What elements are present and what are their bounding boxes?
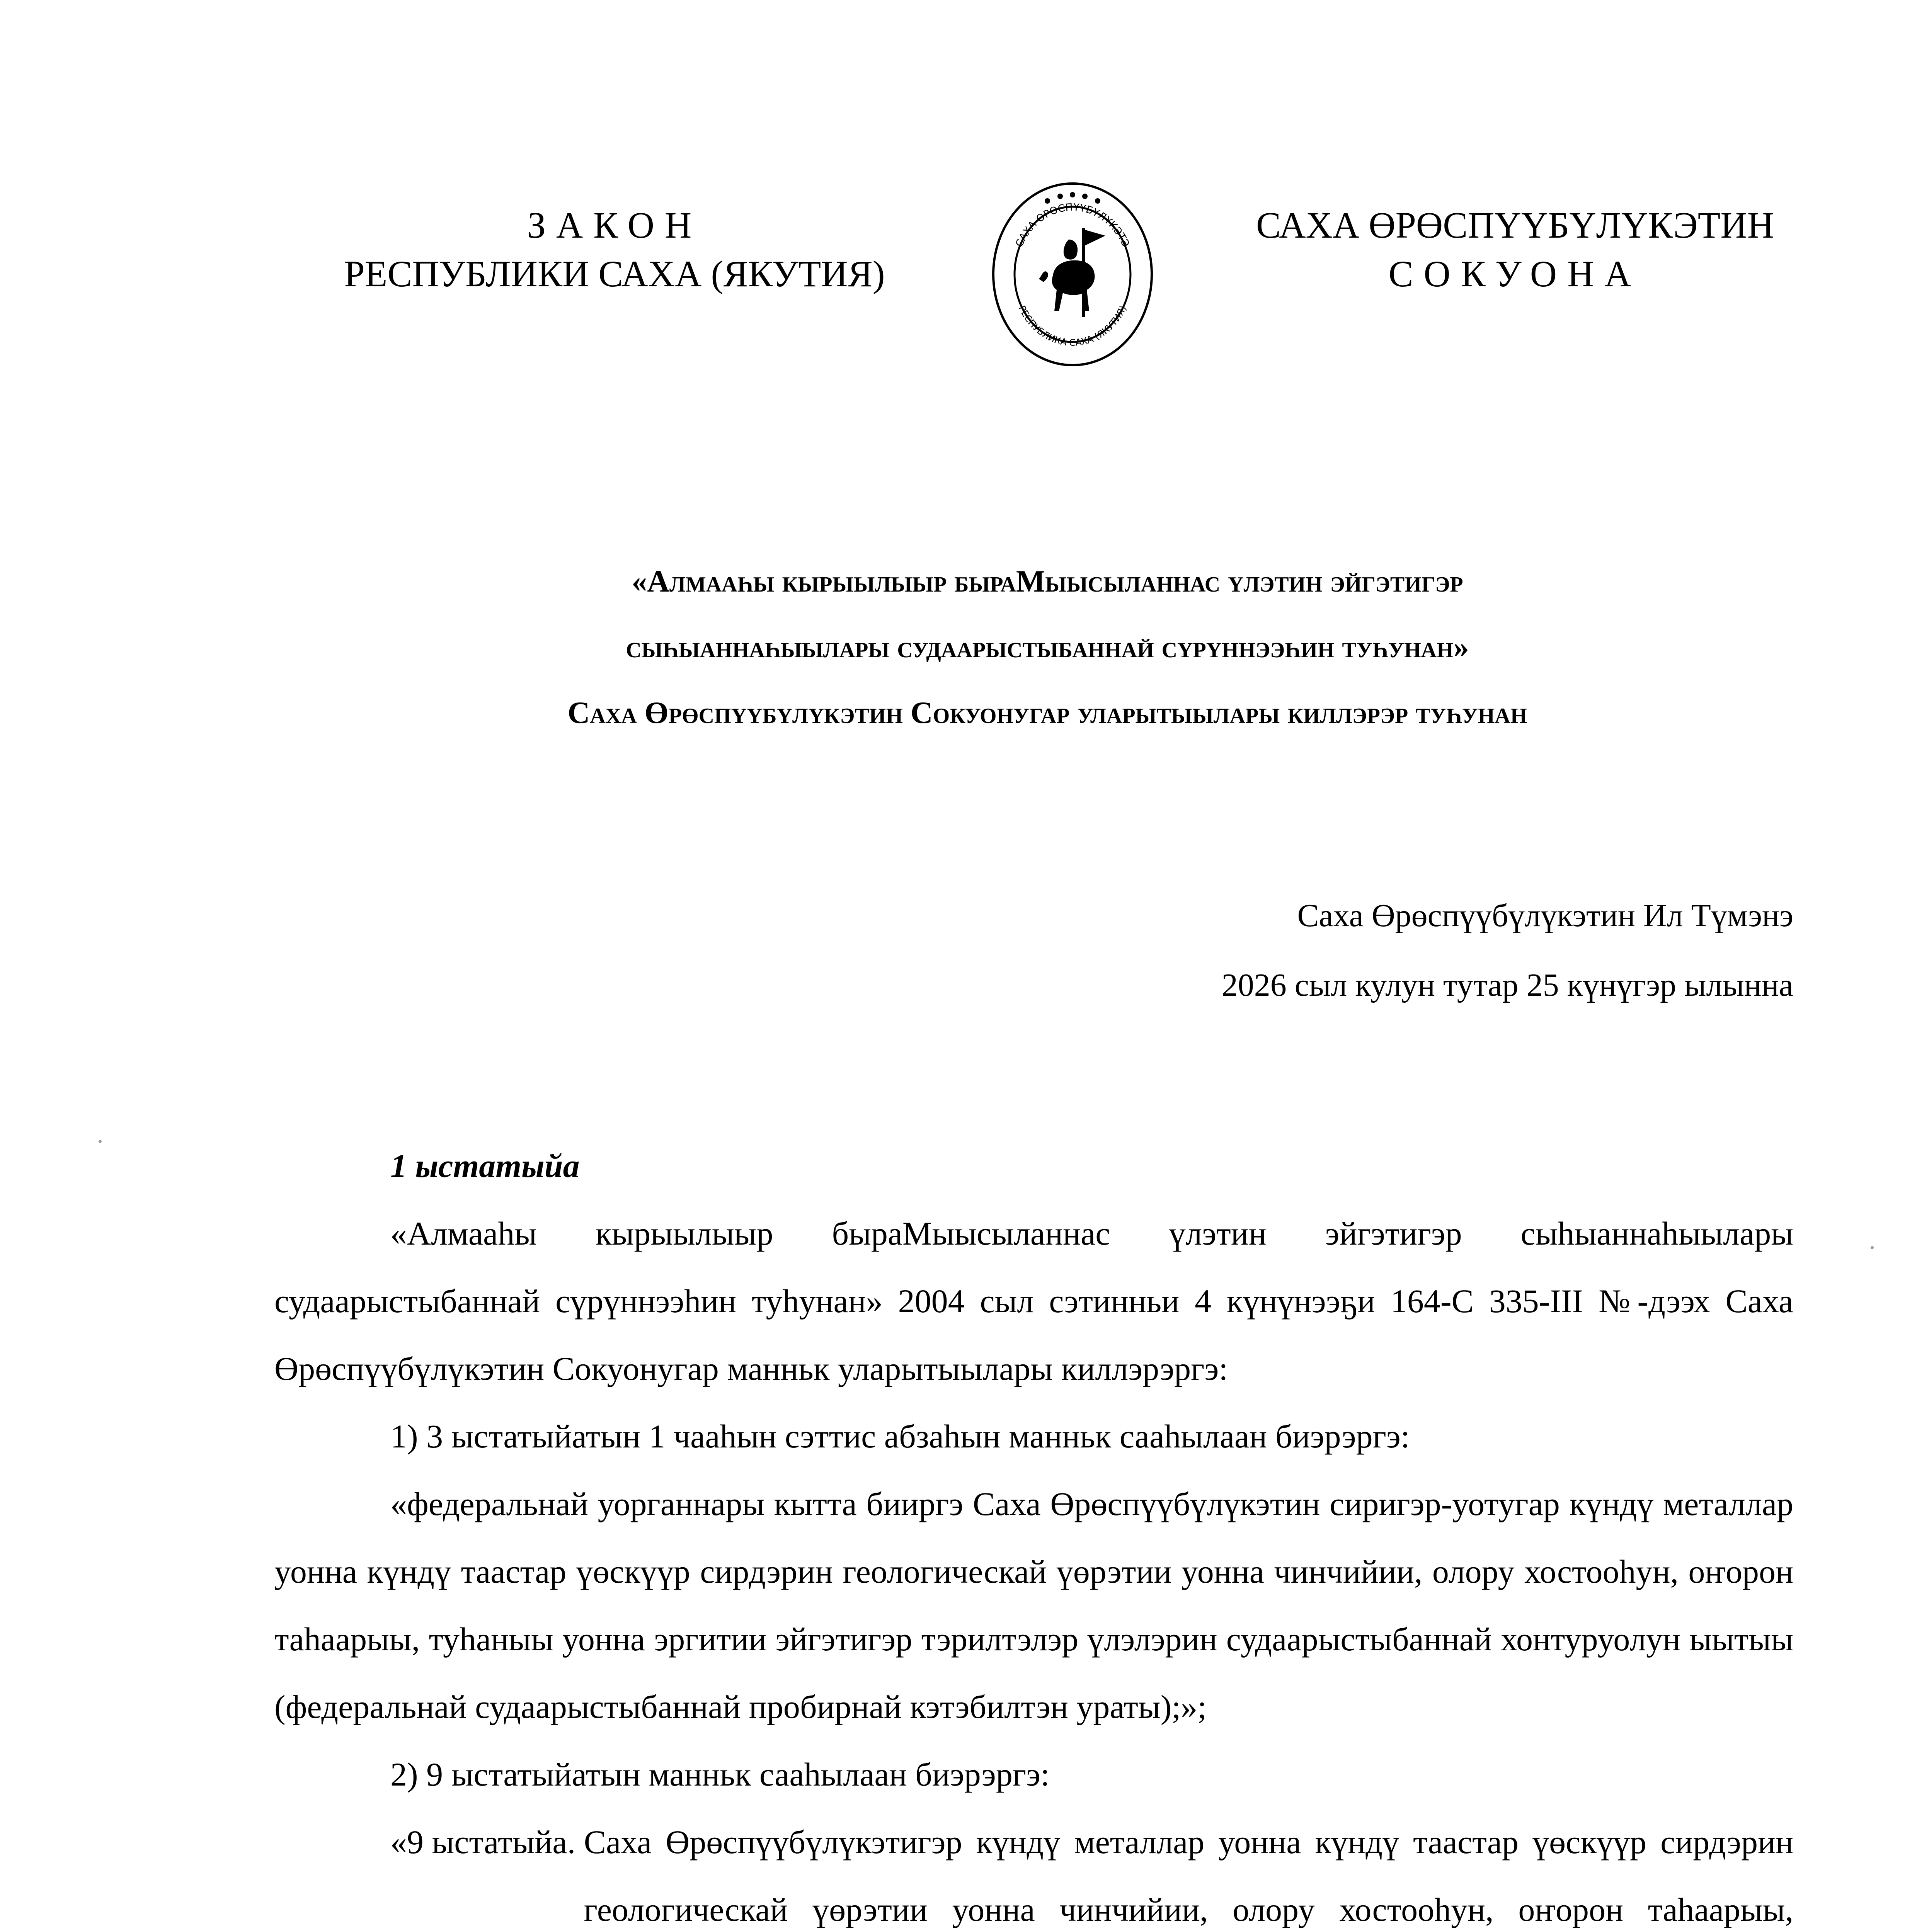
header-right	[1214, 201, 1817, 298]
article-9-heading	[274, 1808, 1793, 1932]
article-9-label: «9 ыстатыйа.	[390, 1823, 584, 1861]
emblem-text-top: САХА ӨРӨСПҮҮБҮЛҮКЭТЭ	[1013, 201, 1132, 249]
adopting-body: Саха Өрөспүүбүлүкэтин Ил Түмэнэ	[1297, 898, 1793, 934]
amendment-item-2: 2) 9 ыстатыйатын манньк сааһылаан биэрэргэ:	[390, 1756, 1050, 1793]
article-9-title: Саха Өрөспүүбүлүкэтигэр күндү металлар уонна күндү таастар үөскүүр сирдэрин геологическай үөрэтии уонна чинчийии, олору хостооһун, оҥорон таһаарыы,	[584, 1823, 1793, 1928]
law-label-ru: ЗАКОН	[527, 204, 702, 246]
title-line-2: сыһыаннаһыылары судаарыстыбаннай сүрүннээһин туһунан»	[626, 630, 1469, 664]
republic-name-ru: РЕСПУБЛИКИ САХА (ЯКУТИЯ)	[344, 253, 885, 294]
law-label-sakha: СОКУОНА	[1388, 253, 1642, 294]
amendment-item-1-text: «федеральнай уорганнары кытта бииргэ Саха Өрөспүүбүлүкэтин сиригэр-уотугар күндү металлар уонна күндү таастар үөскүүр сирдэрин геологическай үөрэтии уонна чинчийии, олору хостооһун, оҥорон таһаарыы, туһаныы уонна эргитии эйгэтигэр тэрилтэлэр үлэлэрин судаарыстыбаннай хонтуруолун ыытыы (федеральнай судаарыстыбаннай пробирнай кэтэбилтэн ураты);»;	[274, 1485, 1793, 1725]
adoption-block	[966, 881, 1793, 1020]
document-body	[274, 1132, 1793, 1932]
emblem-text-bottom: РЕСПУБЛИКА САХА (ЯКУТИЯ)	[1016, 304, 1129, 348]
article-intro: «Алмааһы кырыылыыр быраМыысыланнас үлэтин эйгэтигэр сыһыаннаһыылары судаарыстыбаннай сүрүннээһин туһунан» 2004 сыл сэтинньи 4 күнүнээҕи 164-С 335-III №-дээх Саха Өрөспүүбүлүкэтин Сокуонугар манньк уларытыылары киллэрэргэ:	[274, 1215, 1793, 1387]
svg-text:РЕСПУБЛИКА САХА (ЯКУТИЯ)	[1016, 304, 1129, 348]
header-left	[301, 201, 928, 298]
law-title	[301, 549, 1793, 746]
amendment-item-1: 1) 3 ыстатыйатын 1 чааһын сэттис абзаһын манньк сааһылаан биэрэргэ:	[390, 1418, 1410, 1455]
adoption-date: 2026 сыл кулун тутар 25 күнүгэр ылынна	[1221, 967, 1793, 1003]
republic-name-sakha: САХА ӨРӨСПҮҮБҮЛҮКЭТИН	[1256, 204, 1774, 246]
scan-speck	[1871, 1246, 1874, 1249]
title-line-1: «Алмааһы кырыылыыр быраМыысыланнас үлэтин эйгэтигэр	[632, 565, 1463, 599]
scan-speck	[99, 1140, 102, 1143]
article-heading: 1 ыстатыйа	[390, 1147, 580, 1184]
coat-of-arms-icon	[989, 178, 1156, 367]
title-line-3: Саха Өрөспүүбүлүкэтин Сокуонугар уларытыылары киллэрэр туһунан	[567, 696, 1527, 730]
